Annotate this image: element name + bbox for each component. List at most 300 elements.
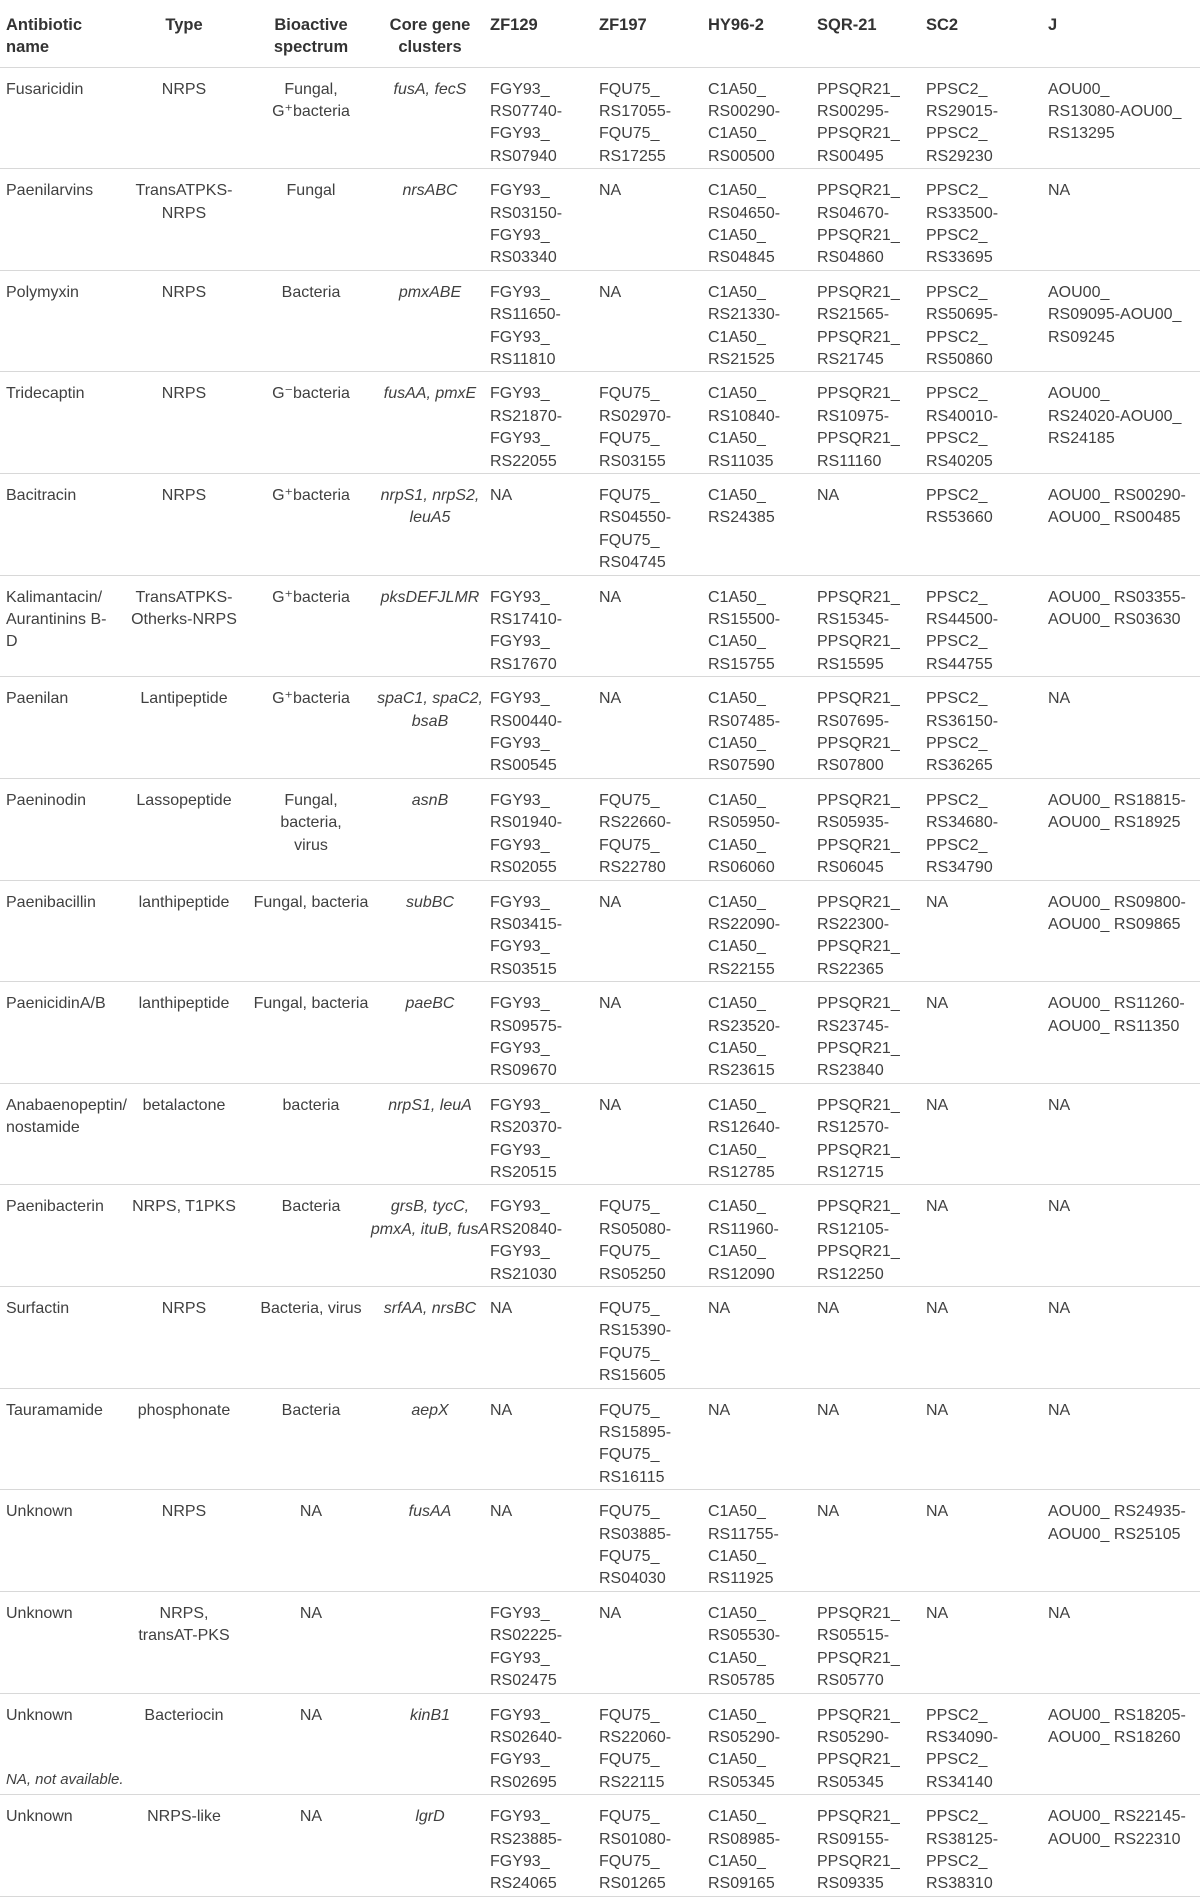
cell-j xyxy=(1048,1591,1200,1693)
cell-text-line: RS00495 xyxy=(817,147,884,165)
cell-text-line: RS44755 xyxy=(926,655,993,673)
cell-bioactive-spectrum xyxy=(252,270,370,372)
cell-zf129 xyxy=(490,1287,599,1389)
cell-sc2 xyxy=(926,1287,1048,1389)
cell-text-line: PPSQR21_ xyxy=(817,1243,900,1261)
cell-type xyxy=(116,1083,252,1185)
cell-text-line: C1A50_ xyxy=(708,487,766,504)
cell-text-line: Unknown xyxy=(6,1604,73,1622)
cell-text-line: NRPS xyxy=(161,283,207,301)
cell-core-gene-clusters xyxy=(370,67,490,169)
cell-text-line: FGY93_ xyxy=(490,385,550,403)
cell-antibiotic-name xyxy=(0,270,116,372)
cell-text-line: FGY93_ xyxy=(490,1039,550,1057)
cell-text-line: RS07695- xyxy=(817,712,890,730)
cell-text-line: RS15390- xyxy=(599,1322,672,1340)
cell-hy96-2 xyxy=(708,778,817,880)
cell-text-line: FGY93_ xyxy=(490,1141,550,1159)
cell-zf197 xyxy=(599,1287,708,1389)
cell-text-line: RS07590 xyxy=(708,757,775,775)
cell-type xyxy=(116,270,252,372)
cell-text-line: NRPS xyxy=(161,1503,207,1521)
cell-text-line: Kalimantacin/ xyxy=(6,588,103,606)
cell-bioactive-spectrum xyxy=(252,1388,370,1490)
cell-text-line: RS21870- xyxy=(490,407,563,425)
cell-text-line: RS04650- xyxy=(708,204,781,222)
cell-zf129 xyxy=(490,778,599,880)
cell-text-line: RS11160 xyxy=(817,452,882,470)
cell-core-gene-clusters xyxy=(370,372,490,474)
cell-text-line: G⁺bacteria xyxy=(272,102,350,120)
cell-text-line: leuA5 xyxy=(409,509,451,527)
cell-text-line: RS02475 xyxy=(490,1672,557,1690)
cell-hy96-2 xyxy=(708,474,817,576)
cell-text-line: PaenicidinA/B xyxy=(6,995,106,1013)
cell-sc2 xyxy=(926,1693,1048,1795)
cell-text-line: C1A50_ xyxy=(708,836,766,854)
cell-core-gene-clusters xyxy=(370,1287,490,1389)
cell-text-line: RS05080- xyxy=(599,1220,672,1238)
cell-text-line: FGY93_ xyxy=(490,1751,550,1769)
cell-text-line: C1A50_ xyxy=(708,893,766,911)
cell-bioactive-spectrum xyxy=(252,1591,370,1693)
cell-text-line: nrpS1, leuA xyxy=(388,1096,472,1114)
cell-j xyxy=(1048,1287,1200,1389)
cell-text-line: FQU75_ xyxy=(599,1243,660,1261)
cell-zf129 xyxy=(490,982,599,1084)
cell-text-line: RS02640- xyxy=(490,1728,563,1746)
cell-text-line: PPSC2_ xyxy=(926,430,988,448)
cell-text-line: RS00440- xyxy=(490,712,563,730)
cell-core-gene-clusters xyxy=(370,1388,490,1490)
cell-text-line: RS09095-AOU00_ xyxy=(1048,306,1182,324)
cell-antibiotic-name xyxy=(0,1185,116,1287)
cell-type xyxy=(116,1287,252,1389)
cell-text-line: fusAA, pmxE xyxy=(383,385,477,403)
cell-type xyxy=(116,1490,252,1592)
header-type: Type xyxy=(165,16,203,34)
cell-text-line: NA xyxy=(817,1503,840,1521)
cell-text-line: RS02055 xyxy=(490,859,557,877)
cell-text-line: NA xyxy=(599,893,622,911)
cell-text-line: RS22090- xyxy=(708,915,781,933)
cell-text-line: AOU00_ RS24935- xyxy=(1048,1503,1186,1521)
cell-text-line: FGY93_ xyxy=(490,588,550,606)
cell-text-line: C1A50_ xyxy=(708,690,766,708)
cell-text-line: PPSQR21_ xyxy=(817,791,900,809)
cell-text-line: FQU75_ xyxy=(599,1706,660,1724)
cell-hy96-2 xyxy=(708,1490,817,1592)
cell-sc2 xyxy=(926,982,1048,1084)
cell-j xyxy=(1048,1185,1200,1287)
cell-text-line: RS04745 xyxy=(599,554,666,572)
cell-text-line: TransATPKS-NRPS xyxy=(135,182,233,222)
cell-text-line: NA xyxy=(1048,690,1071,708)
cell-zf197 xyxy=(599,67,708,169)
cell-text-line: AOU00_ RS03355- xyxy=(1048,588,1186,606)
cell-text-line: RS04550- xyxy=(599,509,672,527)
cell-type xyxy=(116,982,252,1084)
cell-text-line: PPSC2_ xyxy=(926,690,988,708)
cell-text-line: FGY93_ xyxy=(490,995,550,1013)
cell-sqr-21 xyxy=(817,372,926,474)
cell-text-line: RS09335 xyxy=(817,1875,884,1893)
cell-text-line: NA xyxy=(490,1503,513,1521)
cell-text-line: RS34140 xyxy=(926,1773,993,1791)
cell-text-line: RS24385 xyxy=(708,509,775,527)
cell-zf197 xyxy=(599,1795,708,1897)
cell-text-line: RS23615 xyxy=(708,1062,775,1080)
cell-text-line: RS09245 xyxy=(1048,328,1115,346)
cell-text-line: PPSQR21_ xyxy=(817,1198,900,1216)
cell-text-line: RS03515 xyxy=(490,960,557,978)
cell-hy96-2 xyxy=(708,1388,817,1490)
cell-sc2 xyxy=(926,677,1048,779)
cell-text-line: FQU75_ xyxy=(599,1751,660,1769)
cell-type xyxy=(116,575,252,677)
cell-text-line: kinB1 xyxy=(409,1706,451,1724)
cell-text-line: FGY93_ xyxy=(490,836,550,854)
cell-text-line: RS20840- xyxy=(490,1220,563,1238)
table-row xyxy=(0,169,1200,271)
cell-text-line: RS13080-AOU00_ xyxy=(1048,102,1182,120)
cell-text-line: FGY93_ xyxy=(490,1198,550,1216)
cell-text-line: RS24020-AOU00_ xyxy=(1048,407,1182,425)
cell-hy96-2 xyxy=(708,1185,817,1287)
cell-text-line: paeBC xyxy=(405,995,455,1013)
cell-text-line: RS05950- xyxy=(708,814,781,832)
cell-text-line: FGY93_ xyxy=(490,735,550,753)
cell-text-line: NA xyxy=(599,1096,622,1114)
header-core-gene-clusters: Core gene clusters xyxy=(389,16,471,56)
cell-text-line: G⁺bacteria xyxy=(272,588,350,606)
cell-text-line: C1A50_ xyxy=(708,1096,766,1114)
cell-j xyxy=(1048,982,1200,1084)
cell-text-line: RS24185 xyxy=(1048,430,1115,448)
cell-text-line: NA xyxy=(926,1198,949,1216)
cell-core-gene-clusters xyxy=(370,169,490,271)
cell-text-line: C1A50_ xyxy=(708,1141,766,1159)
cell-text-line: RS15500- xyxy=(708,611,781,629)
cell-antibiotic-name xyxy=(0,778,116,880)
cell-text-line: NA xyxy=(1048,1300,1071,1317)
cell-text-line: NA xyxy=(1048,1401,1071,1419)
cell-text-line: RS02225- xyxy=(490,1627,563,1645)
cell-text-line: fusAA xyxy=(408,1503,452,1521)
cell-text-line: FGY93_ xyxy=(490,328,550,346)
cell-text-line: NA xyxy=(817,1401,840,1419)
cell-text-line: RS09165 xyxy=(708,1875,775,1893)
cell-zf129 xyxy=(490,1185,599,1287)
cell-text-line: RS05770 xyxy=(817,1672,884,1690)
cell-text-line: RS29230 xyxy=(926,147,993,165)
cell-core-gene-clusters xyxy=(370,1795,490,1897)
cell-text-line: Aurantinins B-D xyxy=(6,611,107,651)
cell-text-line: RS20370- xyxy=(490,1119,563,1137)
cell-text-line: FGY93_ xyxy=(490,182,550,200)
cell-text-line: RS38125- xyxy=(926,1830,999,1848)
cell-text-line: RS15895- xyxy=(599,1424,672,1442)
cell-text-line: pmxABE xyxy=(398,283,462,301)
cell-text-line: Paenibacterin xyxy=(6,1198,104,1216)
cell-text-line: RS04030 xyxy=(599,1570,666,1588)
cell-text-line: RS22365 xyxy=(817,960,884,978)
cell-bioactive-spectrum xyxy=(252,1287,370,1389)
cell-text-line: RS24065 xyxy=(490,1875,557,1893)
cell-text-line: NA xyxy=(817,1300,840,1317)
cell-sqr-21 xyxy=(817,169,926,271)
cell-text-line: AOU00_ RS18205- xyxy=(1048,1706,1186,1724)
table-row xyxy=(0,1185,1200,1287)
cell-text-line: NA xyxy=(926,1300,949,1317)
cell-text-line: C1A50_ xyxy=(708,995,766,1013)
cell-text-line: RS40205 xyxy=(926,452,993,470)
cell-text-line: NRPS xyxy=(161,80,207,98)
cell-zf129 xyxy=(490,1388,599,1490)
table-row xyxy=(0,575,1200,677)
cell-text-line: PPSQR21_ xyxy=(817,1852,900,1870)
header-bioactive-spectrum: Bioactive spectrum xyxy=(273,16,349,56)
cell-text-line: RS12090 xyxy=(708,1265,775,1283)
cell-zf197 xyxy=(599,1490,708,1592)
cell-text-line: RS11650- xyxy=(490,306,561,324)
cell-core-gene-clusters xyxy=(370,778,490,880)
cell-sc2 xyxy=(926,778,1048,880)
cell-text-line: RS22300- xyxy=(817,915,890,933)
table-row xyxy=(0,677,1200,779)
cell-text-line: RS38310 xyxy=(926,1875,993,1893)
cell-text-line: bsaB xyxy=(411,712,449,730)
cell-hy96-2 xyxy=(708,67,817,169)
cell-text-line: FGY93_ xyxy=(490,1243,550,1261)
cell-sc2 xyxy=(926,372,1048,474)
cell-text-line: FGY93_ xyxy=(490,1808,550,1826)
cell-zf129 xyxy=(490,270,599,372)
cell-text-line: PPSQR21_ xyxy=(817,893,900,911)
cell-antibiotic-name xyxy=(0,1591,116,1693)
cell-text-line: RS15595 xyxy=(817,655,884,673)
cell-zf197 xyxy=(599,169,708,271)
cell-zf197 xyxy=(599,677,708,779)
cell-text-line: srfAA, nrsBC xyxy=(383,1300,477,1317)
cell-zf129 xyxy=(490,880,599,982)
header-j: J xyxy=(1048,16,1058,34)
cell-text-line: RS22780 xyxy=(599,859,666,877)
cell-text-line: RS22060- xyxy=(599,1728,672,1746)
cell-text-line: RS15605 xyxy=(599,1367,666,1385)
cell-sc2 xyxy=(926,67,1048,169)
cell-sc2 xyxy=(926,270,1048,372)
cell-zf129 xyxy=(490,575,599,677)
cell-text-line: G⁺bacteria xyxy=(272,487,350,504)
cell-text-line: RS44500- xyxy=(926,611,999,629)
cell-text-line: AOU00_ RS03630 xyxy=(1048,611,1181,629)
cell-text-line: RS03415- xyxy=(490,915,563,933)
cell-text-line: grsB, tycC, xyxy=(390,1198,470,1216)
cell-text-line: RS11755- xyxy=(708,1525,779,1543)
cell-text-line: C1A50_ xyxy=(708,588,766,606)
cell-text-line: RS34790 xyxy=(926,859,993,877)
cell-antibiotic-name xyxy=(0,1490,116,1592)
cell-text-line: RS21525 xyxy=(708,350,775,368)
cell-antibiotic-name xyxy=(0,1083,127,1185)
table-row xyxy=(0,474,1200,576)
cell-sqr-21 xyxy=(817,270,926,372)
cell-text-line: C1A50_ xyxy=(708,1649,766,1667)
table-row xyxy=(0,1287,1200,1389)
cell-text-line: FQU75_ xyxy=(599,1808,660,1826)
cell-text-line: NA xyxy=(599,995,622,1013)
cell-text-line: C1A50_ xyxy=(708,182,766,200)
cell-hy96-2 xyxy=(708,169,817,271)
cell-text-line: NRPS, xyxy=(159,1604,209,1622)
header-sqr-21: SQR-21 xyxy=(817,16,877,34)
cell-text-line: FGY93_ xyxy=(490,938,550,956)
cell-text-line: AOU00_ RS25105 xyxy=(1048,1525,1181,1543)
cell-text-line: PPSQR21_ xyxy=(817,633,900,651)
cell-type xyxy=(116,880,252,982)
cell-core-gene-clusters xyxy=(370,1591,490,1693)
cell-type xyxy=(116,1693,252,1795)
cell-text-line: NA xyxy=(926,1503,949,1521)
cell-text-line: nrsABC xyxy=(402,182,458,200)
cell-sc2 xyxy=(926,1185,1048,1287)
cell-text-line: PPSQR21_ xyxy=(817,283,900,301)
table-row xyxy=(0,880,1200,982)
cell-bioactive-spectrum xyxy=(252,1795,370,1897)
header-hy96-2: HY96-2 xyxy=(708,16,764,34)
cell-core-gene-clusters xyxy=(370,575,490,677)
cell-text-line: Anabaenopeptin/ xyxy=(6,1096,127,1114)
cell-text-line: C1A50_ xyxy=(708,1852,766,1870)
cell-zf197 xyxy=(599,778,708,880)
cell-text-line: PPSC2_ xyxy=(926,487,988,504)
cell-text-line: Unknown xyxy=(6,1808,73,1826)
cell-text-line: RS09575- xyxy=(490,1017,563,1035)
cell-zf197 xyxy=(599,270,708,372)
cell-text-line: RS09155- xyxy=(817,1830,890,1848)
cell-text-line: subBC xyxy=(405,893,455,911)
cell-sqr-21 xyxy=(817,778,926,880)
cell-hy96-2 xyxy=(708,1795,817,1897)
cell-text-line: NA xyxy=(599,182,622,200)
cell-text-line: RS12785 xyxy=(708,1163,775,1181)
cell-text-line: RS05345 xyxy=(817,1773,884,1791)
cell-text-line: RS21745 xyxy=(817,350,884,368)
cell-text-line: RS40010- xyxy=(926,407,999,425)
cell-type xyxy=(116,67,252,169)
cell-text-line: RS00545 xyxy=(490,757,557,775)
cell-text-line: AOU00_ RS18815- xyxy=(1048,791,1186,809)
cell-j xyxy=(1048,1388,1200,1490)
cell-j xyxy=(1048,474,1200,576)
cell-text-line: Otherks-NRPS xyxy=(131,611,237,629)
cell-text-line: RS05290- xyxy=(708,1728,781,1746)
cell-text-line: NRPS xyxy=(161,487,207,504)
cell-text-line: C1A50_ xyxy=(708,791,766,809)
cell-text-line: Fungal, bacteria xyxy=(253,995,369,1013)
cell-bioactive-spectrum xyxy=(252,67,370,169)
cell-text-line: nrpS1, nrpS2, xyxy=(380,487,480,504)
cell-text-line: FQU75_ xyxy=(599,791,660,809)
cell-text-line: Paenilan xyxy=(6,690,69,708)
cell-text-line: Surfactin xyxy=(6,1300,70,1317)
cell-text-line: RS21030 xyxy=(490,1265,557,1283)
cell-hy96-2 xyxy=(708,982,817,1084)
cell-text-line: PPSQR21_ xyxy=(817,385,900,403)
cell-zf129 xyxy=(490,677,599,779)
cell-text-line: NA xyxy=(299,1503,323,1521)
cell-text-line: FQU75_ xyxy=(599,531,660,549)
cell-text-line: RS05530- xyxy=(708,1627,781,1645)
cell-zf197 xyxy=(599,474,708,576)
cell-text-line: FQU75_ xyxy=(599,487,660,504)
cell-zf197 xyxy=(599,1693,708,1795)
cell-sqr-21 xyxy=(817,1083,926,1185)
cell-text-line: RS03155 xyxy=(599,452,666,470)
cell-text-line: AOU00_ RS11350 xyxy=(1048,1017,1180,1035)
cell-bioactive-spectrum xyxy=(252,677,370,779)
cell-text-line: FGY93_ xyxy=(490,283,550,301)
cell-sc2 xyxy=(926,880,1048,982)
cell-text-line: betalactone xyxy=(142,1096,226,1114)
cell-text-line: RS12105- xyxy=(817,1220,890,1238)
cell-text-line: NA xyxy=(926,1604,949,1622)
cell-text-line: AOU00_ xyxy=(1048,283,1110,301)
cell-text-line: FQU75_ xyxy=(599,1503,660,1521)
cell-text-line: FGY93_ xyxy=(490,80,550,98)
cell-hy96-2 xyxy=(708,880,817,982)
cell-sqr-21 xyxy=(817,1795,926,1897)
cell-text-line: RS20515 xyxy=(490,1163,557,1181)
cell-text-line: RS10840- xyxy=(708,407,781,425)
cell-text-line: RS09670 xyxy=(490,1062,557,1080)
cell-text-line: RS05935- xyxy=(817,814,890,832)
cell-text-line: C1A50_ xyxy=(708,385,766,403)
cell-text-line: RS05250 xyxy=(599,1265,666,1283)
cell-zf129 xyxy=(490,67,599,169)
cell-text-line: PPSC2_ xyxy=(926,182,988,200)
cell-zf129 xyxy=(490,1795,599,1897)
cell-text-line: transAT-PKS xyxy=(138,1627,230,1645)
cell-zf129 xyxy=(490,372,599,474)
cell-text-line: NA xyxy=(490,1401,513,1419)
cell-bioactive-spectrum xyxy=(252,1693,370,1795)
cell-sc2 xyxy=(926,1795,1048,1897)
cell-text-line: AOU00_ RS11260- xyxy=(1048,995,1185,1013)
cell-bioactive-spectrum xyxy=(252,778,370,880)
cell-sqr-21 xyxy=(817,1591,926,1693)
cell-sc2 xyxy=(926,575,1048,677)
cell-text-line: FQU75_ xyxy=(599,1300,660,1317)
cell-j xyxy=(1048,1490,1200,1592)
cell-text-line: RS03885- xyxy=(599,1525,672,1543)
cell-text-line: RS03150- xyxy=(490,204,563,222)
cell-zf129 xyxy=(490,1591,599,1693)
cell-bioactive-spectrum xyxy=(252,474,370,576)
cell-type xyxy=(116,169,252,271)
cell-hy96-2 xyxy=(708,372,817,474)
cell-text-line: RS22660- xyxy=(599,814,672,832)
cell-antibiotic-name xyxy=(0,1795,116,1897)
cell-text-line: FGY93_ xyxy=(490,1604,550,1622)
cell-text-line: PPSQR21_ xyxy=(817,1039,900,1057)
cell-text-line: TransATPKS- xyxy=(135,588,233,606)
cell-text-line: NA xyxy=(926,893,949,911)
cell-text-line: lanthipeptide xyxy=(138,995,230,1013)
cell-text-line: C1A50_ xyxy=(708,735,766,753)
cell-zf197 xyxy=(599,1591,708,1693)
